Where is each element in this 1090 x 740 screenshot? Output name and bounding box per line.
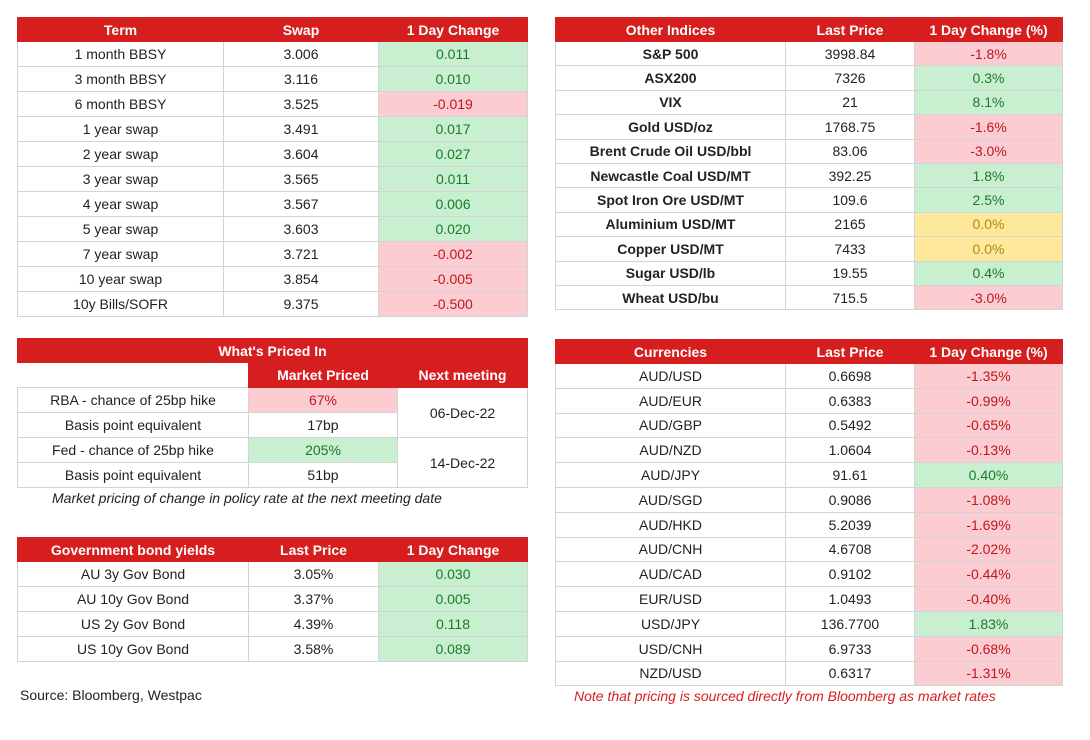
currency-pair-cell: EUR/USD: [556, 587, 786, 612]
index-row: [556, 237, 1063, 261]
currency-price-cell: 136.7700: [786, 611, 915, 636]
currency-pair-cell: USD/JPY: [556, 611, 786, 636]
change-cell: -0.68%: [915, 636, 1063, 661]
market-priced-header: Market Priced: [249, 363, 398, 388]
index-row: [556, 163, 1063, 187]
priced-in-label: Basis point equivalent: [18, 413, 249, 438]
index-name-cell: S&P 500: [556, 42, 786, 66]
bond-name-cell: US 10y Gov Bond: [18, 637, 249, 662]
change-cell: 1.8%: [915, 163, 1063, 187]
currency-price-cell: 1.0604: [786, 438, 915, 463]
bond-name-header: Government bond yields: [18, 538, 249, 562]
change-cell: -1.8%: [915, 42, 1063, 66]
change-cell: 0.020: [379, 217, 528, 242]
swap-row: [18, 142, 528, 167]
currency-price-cell: 0.6698: [786, 364, 915, 389]
currency-change-header: 1 Day Change (%): [915, 340, 1063, 364]
currency-row: [556, 661, 1063, 686]
term-cell: 10 year swap: [18, 267, 224, 292]
priced-in-value: 17bp: [249, 413, 398, 438]
change-cell: 0.118: [379, 612, 528, 637]
change-cell: 0.089: [379, 637, 528, 662]
currency-pair-cell: AUD/GBP: [556, 413, 786, 438]
change-cell: 0.3%: [915, 66, 1063, 90]
swap-row: [18, 67, 528, 92]
currency-row: [556, 636, 1063, 661]
index-row: [556, 42, 1063, 66]
swap-header: Swap: [224, 18, 379, 42]
change-cell: -0.40%: [915, 587, 1063, 612]
bond-name-cell: AU 3y Gov Bond: [18, 562, 249, 587]
change-cell: -0.65%: [915, 413, 1063, 438]
change-cell: -1.35%: [915, 364, 1063, 389]
bond-name-cell: US 2y Gov Bond: [18, 612, 249, 637]
swap-row: [18, 292, 528, 317]
pricing-note: Note that pricing is sourced directly from Bloomberg as market rates: [574, 688, 996, 704]
currency-row: [556, 562, 1063, 587]
change-cell: -0.99%: [915, 388, 1063, 413]
change-cell: -1.08%: [915, 487, 1063, 512]
change-cell: 8.1%: [915, 90, 1063, 114]
whats-priced-in-table: [17, 338, 528, 488]
term-cell: 1 month BBSY: [18, 42, 224, 67]
currency-pair-cell: AUD/EUR: [556, 388, 786, 413]
term-cell: 7 year swap: [18, 242, 224, 267]
change-cell: -3.0%: [915, 139, 1063, 163]
change-cell: 0.006: [379, 192, 528, 217]
index-price-cell: 109.6: [786, 188, 915, 212]
swap-row: [18, 192, 528, 217]
indices-name-header: Other Indices: [556, 18, 786, 42]
change-cell: 0.40%: [915, 463, 1063, 488]
currency-price-cell: 91.61: [786, 463, 915, 488]
index-row: [556, 212, 1063, 236]
change-cell: -0.44%: [915, 562, 1063, 587]
change-cell: -0.002: [379, 242, 528, 267]
swap-rate-cell: 3.116: [224, 67, 379, 92]
bond-price-cell: 3.37%: [249, 587, 379, 612]
other-indices-table: [555, 17, 1063, 310]
currency-row: [556, 487, 1063, 512]
bond-price-cell: 3.05%: [249, 562, 379, 587]
change-cell: 0.030: [379, 562, 528, 587]
change-cell: 1.83%: [915, 611, 1063, 636]
indices-change-header: 1 Day Change (%): [915, 18, 1063, 42]
change-cell: 0.011: [379, 167, 528, 192]
change-cell: 0.011: [379, 42, 528, 67]
bond-row: [18, 587, 528, 612]
index-name-cell: Copper USD/MT: [556, 237, 786, 261]
index-name-cell: Aluminium USD/MT: [556, 212, 786, 236]
indices-price-header: Last Price: [786, 18, 915, 42]
term-cell: 10y Bills/SOFR: [18, 292, 224, 317]
source-note: Source: Bloomberg, Westpac: [20, 687, 202, 703]
swap-rate-cell: 3.721: [224, 242, 379, 267]
currency-pair-cell: AUD/USD: [556, 364, 786, 389]
index-price-cell: 1768.75: [786, 115, 915, 139]
index-row: [556, 188, 1063, 212]
currency-pair-header: Currencies: [556, 340, 786, 364]
swap-row: [18, 117, 528, 142]
change-cell: -1.31%: [915, 661, 1063, 686]
swap-rates-table: [17, 17, 528, 317]
index-price-cell: 7433: [786, 237, 915, 261]
currency-row: [556, 587, 1063, 612]
swap-rate-cell: 3.565: [224, 167, 379, 192]
priced-in-title: What's Priced In: [18, 339, 528, 363]
currency-price-cell: 4.6708: [786, 537, 915, 562]
currency-price-cell: 6.9733: [786, 636, 915, 661]
priced-in-value: 67%: [249, 388, 398, 413]
change-cell: -0.005: [379, 267, 528, 292]
currency-row: [556, 463, 1063, 488]
index-name-cell: Brent Crude Oil USD/bbl: [556, 139, 786, 163]
swap-rate-cell: 3.603: [224, 217, 379, 242]
bond-name-cell: AU 10y Gov Bond: [18, 587, 249, 612]
priced-in-label: Fed - chance of 25bp hike: [18, 438, 249, 463]
change-cell: 0.017: [379, 117, 528, 142]
government-bond-yields-table: [17, 537, 528, 662]
swap-rate-cell: 3.567: [224, 192, 379, 217]
index-row: [556, 66, 1063, 90]
priced-in-note: Market pricing of change in policy rate at the next meeting date: [52, 490, 442, 506]
term-cell: 3 month BBSY: [18, 67, 224, 92]
fed-meeting-date: 14-Dec-22: [398, 438, 528, 488]
rba-meeting-date: 06-Dec-22: [398, 388, 528, 438]
currency-price-cell: 5.2039: [786, 512, 915, 537]
currency-price-cell: 1.0493: [786, 587, 915, 612]
change-cell: -0.500: [379, 292, 528, 317]
change-cell: 0.027: [379, 142, 528, 167]
change-cell: 0.010: [379, 67, 528, 92]
swap-row: [18, 42, 528, 67]
bond-price-header: Last Price: [249, 538, 379, 562]
change-cell: 2.5%: [915, 188, 1063, 212]
currency-price-cell: 0.9102: [786, 562, 915, 587]
currency-pair-cell: USD/CNH: [556, 636, 786, 661]
change-cell: 0.0%: [915, 212, 1063, 236]
index-name-cell: Wheat USD/bu: [556, 285, 786, 309]
index-price-cell: 715.5: [786, 285, 915, 309]
index-price-cell: 83.06: [786, 139, 915, 163]
currency-row: [556, 413, 1063, 438]
currencies-table: [555, 339, 1063, 686]
swap-row: [18, 267, 528, 292]
currency-pair-cell: AUD/NZD: [556, 438, 786, 463]
term-cell: 6 month BBSY: [18, 92, 224, 117]
change-cell: -2.02%: [915, 537, 1063, 562]
currency-price-header: Last Price: [786, 340, 915, 364]
change-cell: 0.4%: [915, 261, 1063, 285]
index-row: [556, 115, 1063, 139]
index-price-cell: 7326: [786, 66, 915, 90]
index-name-cell: Gold USD/oz: [556, 115, 786, 139]
currency-price-cell: 0.9086: [786, 487, 915, 512]
currency-pair-cell: AUD/CAD: [556, 562, 786, 587]
index-row: [556, 90, 1063, 114]
swap-row: [18, 92, 528, 117]
index-name-cell: VIX: [556, 90, 786, 114]
bond-price-cell: 3.58%: [249, 637, 379, 662]
change-cell: 0.005: [379, 587, 528, 612]
index-name-cell: Newcastle Coal USD/MT: [556, 163, 786, 187]
swap-rate-cell: 3.525: [224, 92, 379, 117]
priced-in-value: 51bp: [249, 463, 398, 488]
currency-pair-cell: AUD/CNH: [556, 537, 786, 562]
index-name-cell: Spot Iron Ore USD/MT: [556, 188, 786, 212]
swap-rate-cell: 9.375: [224, 292, 379, 317]
priced-in-label: Basis point equivalent: [18, 463, 249, 488]
change-cell: -0.019: [379, 92, 528, 117]
index-row: [556, 285, 1063, 309]
term-cell: 4 year swap: [18, 192, 224, 217]
index-price-cell: 3998.84: [786, 42, 915, 66]
change-cell: -1.69%: [915, 512, 1063, 537]
change-cell: -1.6%: [915, 115, 1063, 139]
term-cell: 2 year swap: [18, 142, 224, 167]
index-name-cell: ASX200: [556, 66, 786, 90]
bond-change-header: 1 Day Change: [379, 538, 528, 562]
priced-in-value: 205%: [249, 438, 398, 463]
currency-price-cell: 0.6317: [786, 661, 915, 686]
bond-row: [18, 562, 528, 587]
currency-pair-cell: AUD/SGD: [556, 487, 786, 512]
index-row: [556, 261, 1063, 285]
currency-pair-cell: AUD/JPY: [556, 463, 786, 488]
currency-row: [556, 438, 1063, 463]
currency-pair-cell: NZD/USD: [556, 661, 786, 686]
swap-change-header: 1 Day Change: [379, 18, 528, 42]
index-price-cell: 21: [786, 90, 915, 114]
index-price-cell: 19.55: [786, 261, 915, 285]
currency-price-cell: 0.6383: [786, 388, 915, 413]
swap-rate-cell: 3.006: [224, 42, 379, 67]
currency-row: [556, 388, 1063, 413]
change-cell: -0.13%: [915, 438, 1063, 463]
change-cell: -3.0%: [915, 285, 1063, 309]
index-row: [556, 139, 1063, 163]
swap-rate-cell: 3.604: [224, 142, 379, 167]
term-cell: 3 year swap: [18, 167, 224, 192]
currency-row: [556, 611, 1063, 636]
swap-row: [18, 217, 528, 242]
change-cell: 0.0%: [915, 237, 1063, 261]
priced-in-label: RBA - chance of 25bp hike: [18, 388, 249, 413]
priced-in-blank-header: [18, 363, 249, 388]
currency-row: [556, 537, 1063, 562]
index-price-cell: 2165: [786, 212, 915, 236]
term-header: Term: [18, 18, 224, 42]
swap-row: [18, 242, 528, 267]
swap-rate-cell: 3.491: [224, 117, 379, 142]
next-meeting-header: Next meeting: [398, 363, 528, 388]
index-name-cell: Sugar USD/lb: [556, 261, 786, 285]
swap-rate-cell: 3.854: [224, 267, 379, 292]
bond-price-cell: 4.39%: [249, 612, 379, 637]
bond-row: [18, 612, 528, 637]
term-cell: 1 year swap: [18, 117, 224, 142]
currency-pair-cell: AUD/HKD: [556, 512, 786, 537]
swap-row: [18, 167, 528, 192]
currency-price-cell: 0.5492: [786, 413, 915, 438]
currency-row: [556, 364, 1063, 389]
bond-row: [18, 637, 528, 662]
currency-row: [556, 512, 1063, 537]
index-price-cell: 392.25: [786, 163, 915, 187]
term-cell: 5 year swap: [18, 217, 224, 242]
